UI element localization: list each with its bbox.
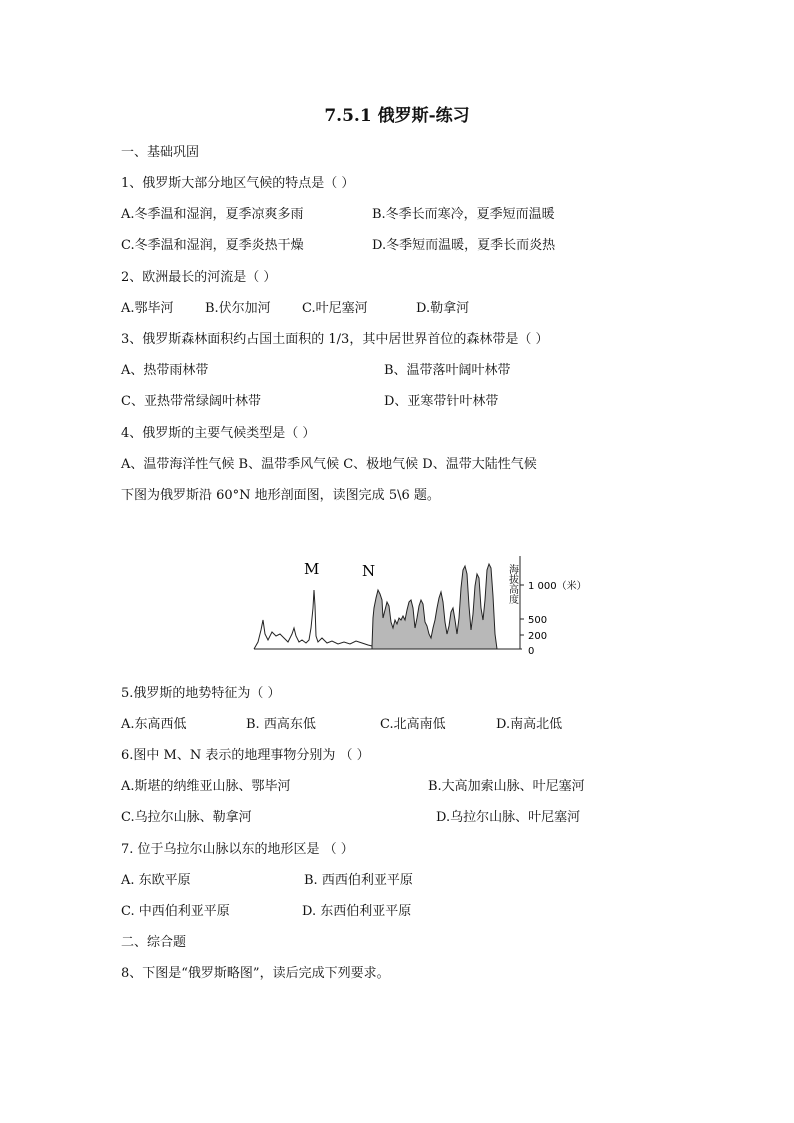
question-3-option-c: C、亚热带常绿阔叶林带 bbox=[121, 394, 261, 409]
question-5-option-c: C.北高南低 bbox=[380, 717, 446, 732]
profile-tick-200: 200 bbox=[528, 631, 548, 642]
question-6-option-b: B.大高加索山脉、叶尼塞河 bbox=[428, 779, 585, 794]
page-title: 7.5.1 俄罗斯-练习 bbox=[324, 106, 470, 126]
question-2-option-d: D.勒拿河 bbox=[416, 301, 470, 316]
question-7-option-a: A. 东欧平原 bbox=[121, 873, 191, 888]
question-1-stem: 1、俄罗斯大部分地区气候的特点是（ ） bbox=[121, 176, 355, 191]
question-4-stem: 4、俄罗斯的主要气候类型是（ ） bbox=[121, 426, 316, 441]
profile-axis-title: 海拔高度 bbox=[506, 564, 518, 604]
section-heading-basic: 一、基础巩固 bbox=[121, 145, 200, 160]
question-7-option-c: C. 中西伯利亚平原 bbox=[121, 904, 230, 919]
profile-label-m: M bbox=[304, 560, 320, 578]
question-1-option-b: B.冬季长而寒冷，夏季短而温暖 bbox=[372, 207, 555, 222]
question-3-stem: 3、俄罗斯森林面积约占国土面积的 1/3，其中居世界首位的森林带是（ ） bbox=[121, 332, 549, 347]
question-3-option-a: A、热带雨林带 bbox=[121, 363, 209, 378]
profile-east-terrain bbox=[372, 564, 497, 649]
profile-label-n: N bbox=[362, 562, 376, 580]
question-1-option-c: C.冬季温和湿润，夏季炎热干燥 bbox=[121, 238, 304, 253]
question-3-option-b: B、温带落叶阔叶林带 bbox=[384, 363, 511, 378]
question-5-option-b: B. 西高东低 bbox=[246, 717, 316, 732]
question-2-option-a: A.鄂毕河 bbox=[121, 301, 174, 316]
question-5-stem: 5.俄罗斯的地势特征为（ ） bbox=[121, 686, 281, 701]
question-2-option-c: C.叶尼塞河 bbox=[302, 301, 368, 316]
section-heading-comprehensive: 二、综合题 bbox=[121, 935, 187, 950]
profile-west-terrain bbox=[254, 590, 372, 649]
question-7-option-b: B. 西西伯利亚平原 bbox=[304, 873, 413, 888]
profile-tick-0: 0 bbox=[528, 646, 535, 657]
terrain-profile-figure bbox=[252, 548, 587, 660]
question-2-option-b: B.伏尔加河 bbox=[205, 301, 271, 316]
question-7-stem: 7. 位于乌拉尔山脉以东的地形区是 （ ） bbox=[121, 842, 354, 857]
question-6-option-c: C.乌拉尔山脉、勒拿河 bbox=[121, 810, 252, 825]
question-7-option-d: D. 东西伯利亚平原 bbox=[302, 904, 412, 919]
question-8-stem: 8、下图是“俄罗斯略图”，读后完成下列要求。 bbox=[121, 966, 390, 981]
profile-tick-1000: 1 000（米） bbox=[528, 581, 587, 592]
question-1-option-a: A.冬季温和湿润，夏季凉爽多雨 bbox=[121, 207, 304, 222]
question-6-option-d: D.乌拉尔山脉、叶尼塞河 bbox=[436, 810, 581, 825]
question-6-stem: 6.图中 M、N 表示的地理事物分别为 （ ） bbox=[121, 748, 370, 763]
profile-tick-500: 500 bbox=[528, 615, 548, 626]
question-2-stem: 2、欧洲最长的河流是（ ） bbox=[121, 270, 277, 285]
question-5-option-d: D.南高北低 bbox=[496, 717, 563, 732]
question-4-options: A、温带海洋性气候 B、温带季风气候 C、极地气候 D、温带大陆性气候 bbox=[121, 457, 537, 472]
figure-intro-text: 下图为俄罗斯沿 60°N 地形剖面图，读图完成 5\6 题。 bbox=[121, 488, 440, 503]
question-6-option-a: A.斯堪的纳维亚山脉、鄂毕河 bbox=[121, 779, 291, 794]
question-1-option-d: D.冬季短而温暖，夏季长而炎热 bbox=[372, 238, 556, 253]
question-5-option-a: A.东高西低 bbox=[121, 717, 187, 732]
question-3-option-d: D、亚寒带针叶林带 bbox=[384, 394, 499, 409]
